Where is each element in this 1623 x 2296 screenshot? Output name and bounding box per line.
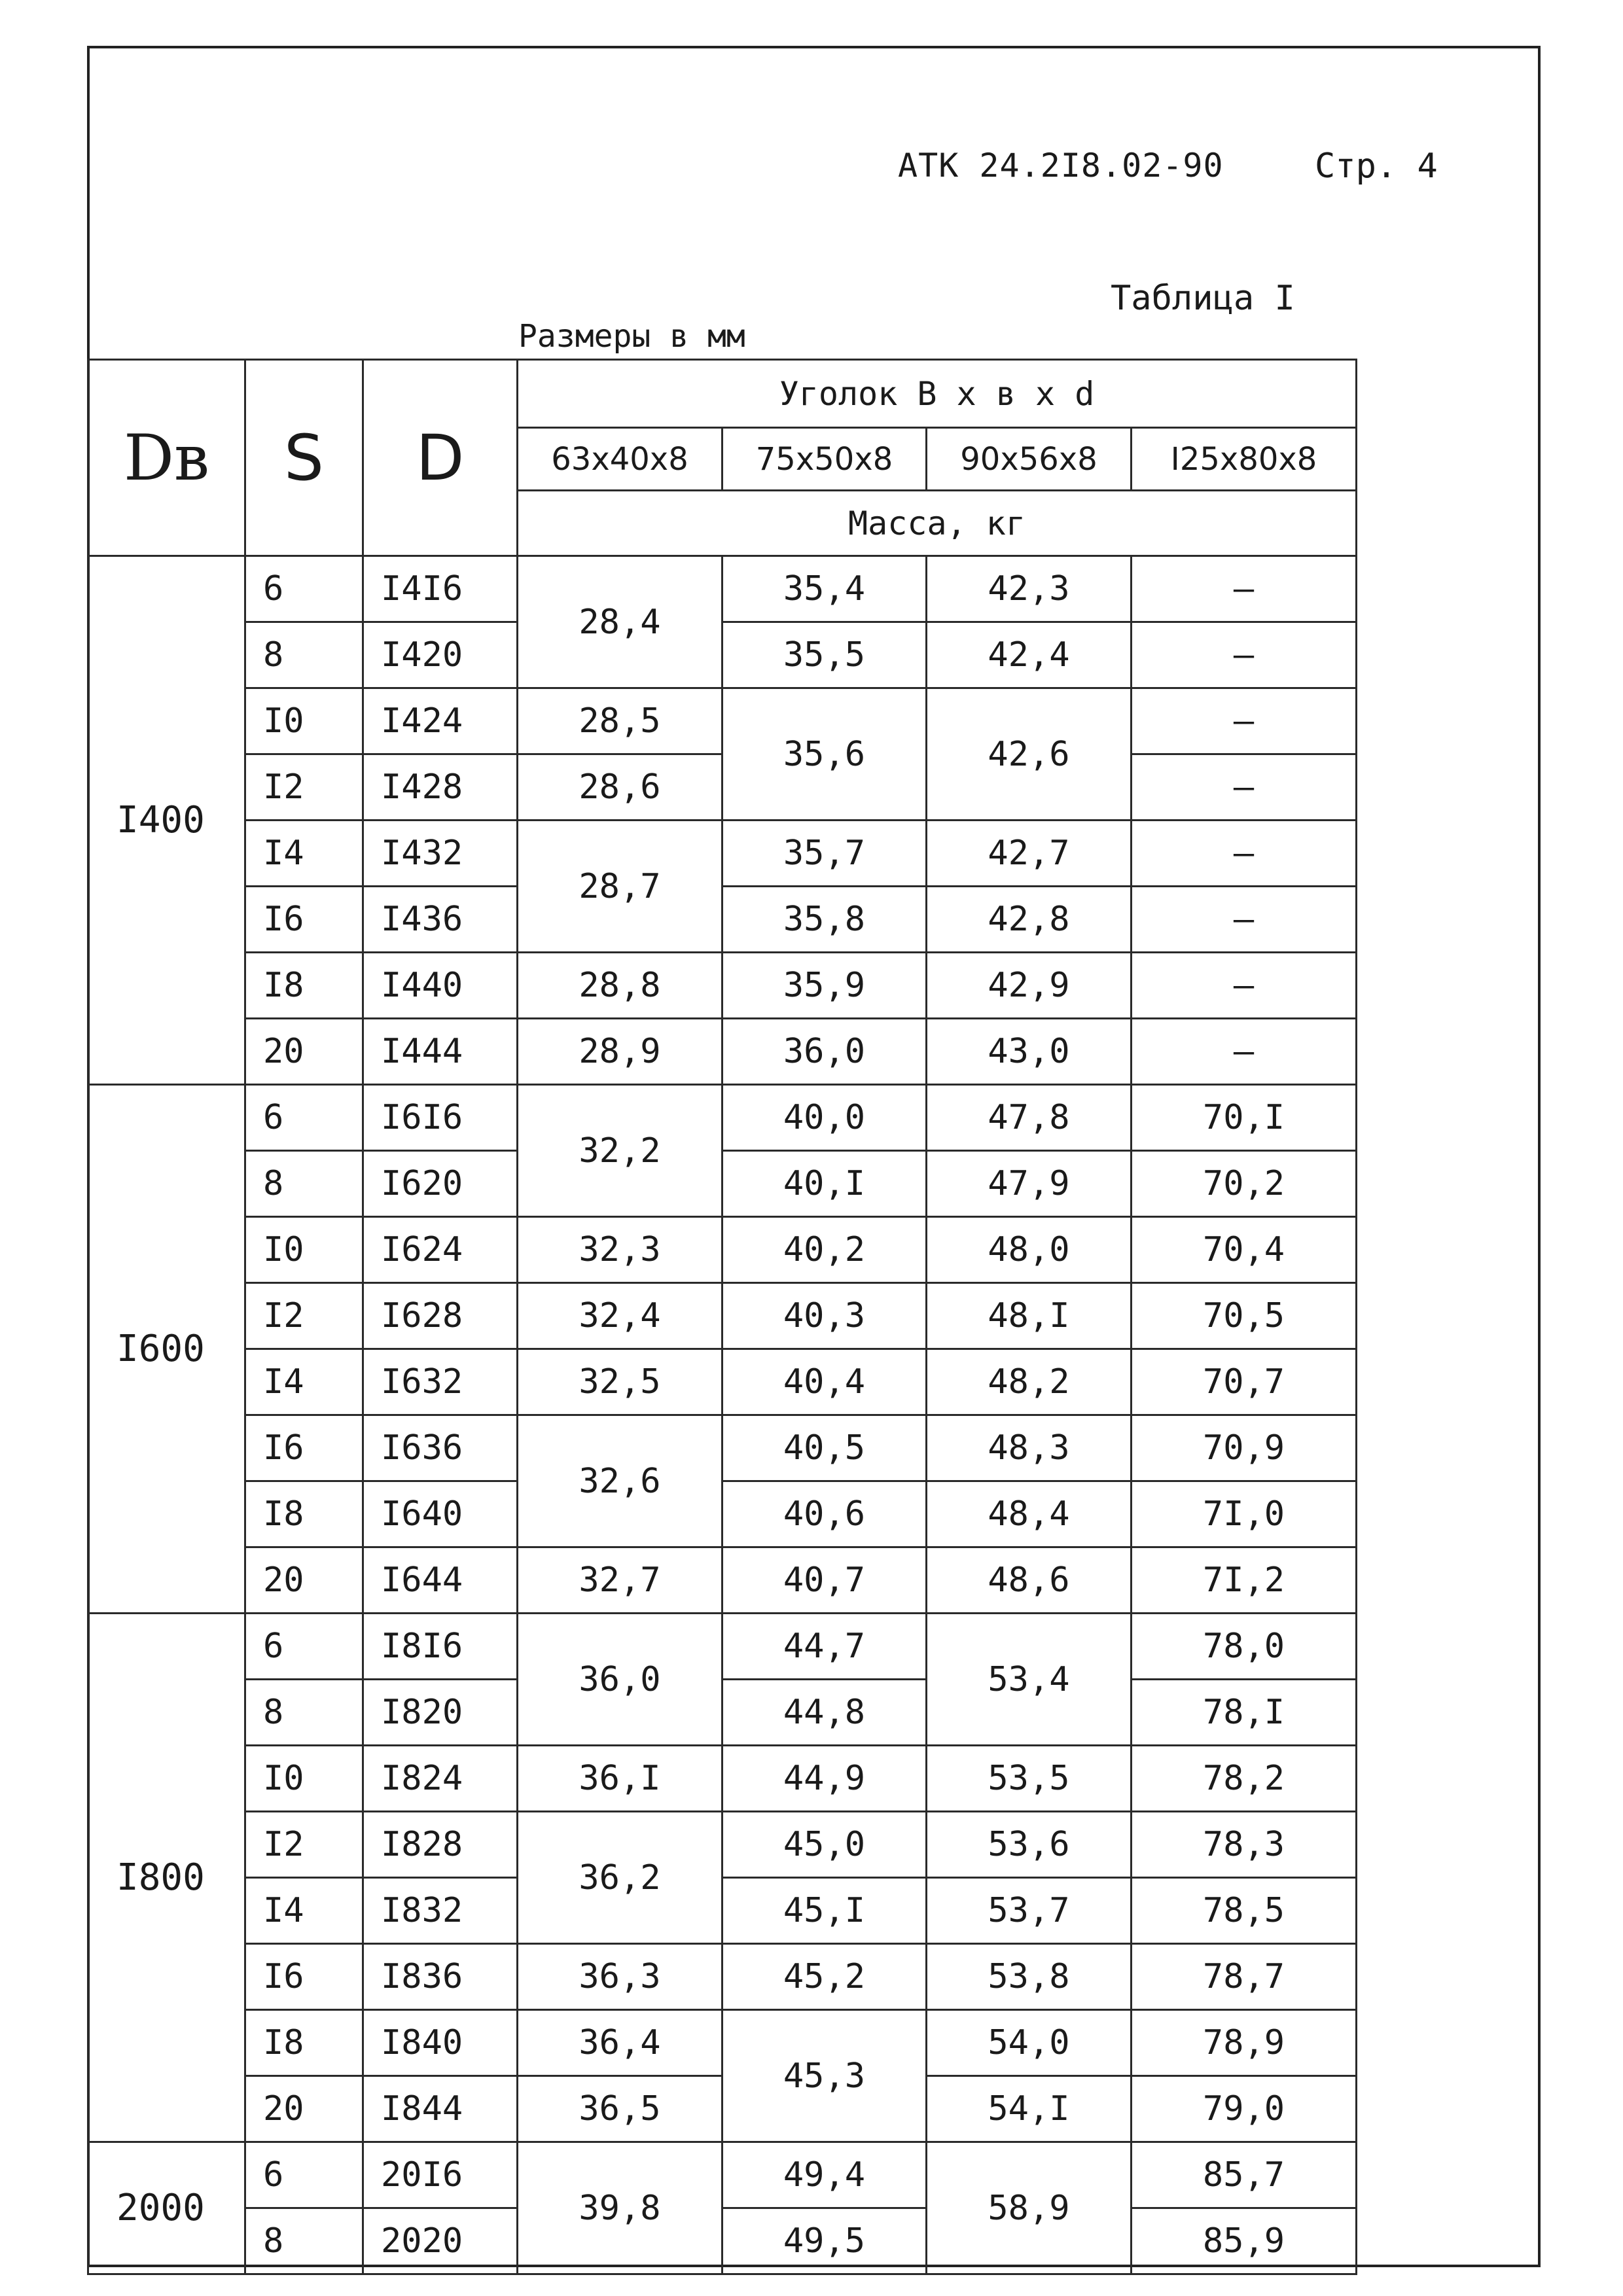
mass-cell: 36,2 — [518, 1812, 722, 1944]
d-cell: I632 — [363, 1349, 518, 1415]
mass-cell: 28,8 — [518, 953, 722, 1019]
header-size-3: 90х56х8 — [927, 428, 1132, 491]
s-cell: 8 — [245, 1680, 363, 1746]
d-cell: 2020 — [363, 2208, 518, 2274]
d-cell: I640 — [363, 1481, 518, 1547]
mass-cell: 53,7 — [927, 1878, 1132, 1944]
mass-cell: 28,9 — [518, 1019, 722, 1085]
s-cell: I2 — [245, 1283, 363, 1349]
mass-cell: – — [1132, 754, 1357, 821]
mass-cell: 40,7 — [722, 1547, 927, 1614]
mass-cell: – — [1132, 821, 1357, 887]
mass-cell: 78,7 — [1132, 1944, 1357, 2010]
mass-cell: 47,9 — [927, 1151, 1132, 1217]
dv-cell: I400 — [88, 556, 245, 1085]
d-cell: I6I6 — [363, 1085, 518, 1151]
mass-cell: 35,9 — [722, 953, 927, 1019]
mass-cell: 32,3 — [518, 1217, 722, 1283]
s-cell: 8 — [245, 2208, 363, 2274]
s-cell: 20 — [245, 2076, 363, 2142]
mass-cell: 32,4 — [518, 1283, 722, 1349]
mass-cell: – — [1132, 887, 1357, 953]
s-cell: 6 — [245, 556, 363, 622]
d-cell: I624 — [363, 1217, 518, 1283]
mass-cell: 48,0 — [927, 1217, 1132, 1283]
d-cell: I840 — [363, 2010, 518, 2076]
mass-cell: – — [1132, 688, 1357, 754]
mass-cell: 32,5 — [518, 1349, 722, 1415]
header-d: D — [363, 360, 518, 556]
d-cell: I432 — [363, 821, 518, 887]
dv-cell: I600 — [88, 1085, 245, 1614]
mass-cell: 54,I — [927, 2076, 1132, 2142]
d-cell: I824 — [363, 1746, 518, 1812]
mass-cell: – — [1132, 1019, 1357, 1085]
mass-cell: 70,5 — [1132, 1283, 1357, 1349]
d-cell: I636 — [363, 1415, 518, 1481]
mass-cell: 42,4 — [927, 622, 1132, 688]
mass-cell: – — [1132, 556, 1357, 622]
mass-cell: 54,0 — [927, 2010, 1132, 2076]
mass-cell: 40,5 — [722, 1415, 927, 1481]
mass-cell: 7I,2 — [1132, 1547, 1357, 1614]
mass-cell: 42,8 — [927, 887, 1132, 953]
mass-cell: 70,I — [1132, 1085, 1357, 1151]
d-cell: I428 — [363, 754, 518, 821]
mass-cell: 42,3 — [927, 556, 1132, 622]
d-cell: I828 — [363, 1812, 518, 1878]
mass-cell: 48,I — [927, 1283, 1132, 1349]
mass-cell: 42,6 — [927, 688, 1132, 821]
mass-cell: 45,0 — [722, 1812, 927, 1878]
mass-cell: 48,3 — [927, 1415, 1132, 1481]
header-size-4: I25х80х8 — [1132, 428, 1357, 491]
s-cell: 6 — [245, 1614, 363, 1680]
document-code: АТК 24.2I8.02-90 — [898, 147, 1224, 185]
page-number: Стр. 4 — [1315, 147, 1438, 186]
mass-cell: 28,6 — [518, 754, 722, 821]
mass-cell: 40,2 — [722, 1217, 927, 1283]
d-cell: I440 — [363, 953, 518, 1019]
mass-cell: 49,4 — [722, 2142, 927, 2208]
mass-cell: – — [1132, 953, 1357, 1019]
s-cell: 8 — [245, 1151, 363, 1217]
dv-cell: I800 — [88, 1614, 245, 2142]
mass-cell: 44,8 — [722, 1680, 927, 1746]
mass-cell: 78,3 — [1132, 1812, 1357, 1878]
d-cell: I820 — [363, 1680, 518, 1746]
mass-cell: 48,4 — [927, 1481, 1132, 1547]
mass-cell: 70,9 — [1132, 1415, 1357, 1481]
s-cell: I4 — [245, 1878, 363, 1944]
s-cell: 20 — [245, 1547, 363, 1614]
mass-cell: 36,I — [518, 1746, 722, 1812]
d-cell: I420 — [363, 622, 518, 688]
mass-cell: 40,I — [722, 1151, 927, 1217]
mass-cell: 48,2 — [927, 1349, 1132, 1415]
d-cell: I644 — [363, 1547, 518, 1614]
d-cell: I8I6 — [363, 1614, 518, 1680]
d-cell: I436 — [363, 887, 518, 953]
s-cell: I2 — [245, 754, 363, 821]
mass-cell: 42,9 — [927, 953, 1132, 1019]
units-caption: Размеры в мм — [518, 318, 745, 355]
s-cell: I6 — [245, 1944, 363, 2010]
s-cell: I0 — [245, 1746, 363, 1812]
mass-cell: 40,4 — [722, 1349, 927, 1415]
d-cell: I628 — [363, 1283, 518, 1349]
header-angle-group: Уголок В х в х d — [518, 360, 1357, 428]
mass-cell: 58,9 — [927, 2142, 1132, 2274]
s-cell: 20 — [245, 1019, 363, 1085]
mass-cell: 28,4 — [518, 556, 722, 688]
s-cell: 6 — [245, 1085, 363, 1151]
mass-cell: 36,0 — [722, 1019, 927, 1085]
s-cell: 6 — [245, 2142, 363, 2208]
mass-cell: 42,7 — [927, 821, 1132, 887]
mass-cell: 36,3 — [518, 1944, 722, 2010]
mass-cell: 36,5 — [518, 2076, 722, 2142]
d-cell: 20I6 — [363, 2142, 518, 2208]
mass-cell: 36,0 — [518, 1614, 722, 1746]
d-cell: I832 — [363, 1878, 518, 1944]
mass-cell: 43,0 — [927, 1019, 1132, 1085]
s-cell: I6 — [245, 1415, 363, 1481]
mass-cell: 78,0 — [1132, 1614, 1357, 1680]
mass-cell: 7I,0 — [1132, 1481, 1357, 1547]
s-cell: I6 — [245, 887, 363, 953]
s-cell: I0 — [245, 688, 363, 754]
mass-cell: 35,6 — [722, 688, 927, 821]
mass-cell: 40,6 — [722, 1481, 927, 1547]
mass-table — [87, 359, 1357, 2275]
mass-cell: 44,7 — [722, 1614, 927, 1680]
mass-cell: 70,7 — [1132, 1349, 1357, 1415]
mass-cell: 47,8 — [927, 1085, 1132, 1151]
mass-cell: 35,4 — [722, 556, 927, 622]
s-cell: 8 — [245, 622, 363, 688]
mass-cell: 85,9 — [1132, 2208, 1357, 2274]
s-cell: I4 — [245, 1349, 363, 1415]
header-dv: Dв — [88, 360, 245, 556]
d-cell: I620 — [363, 1151, 518, 1217]
header-mass: Масса, кг — [518, 491, 1357, 556]
mass-cell: 40,3 — [722, 1283, 927, 1349]
mass-cell: 70,4 — [1132, 1217, 1357, 1283]
s-cell: I4 — [245, 821, 363, 887]
mass-cell: 28,5 — [518, 688, 722, 754]
mass-cell: 35,7 — [722, 821, 927, 887]
mass-cell: 40,0 — [722, 1085, 927, 1151]
mass-cell: 48,6 — [927, 1547, 1132, 1614]
mass-cell: 78,2 — [1132, 1746, 1357, 1812]
mass-cell: – — [1132, 622, 1357, 688]
s-cell: I0 — [245, 1217, 363, 1283]
mass-cell: 45,I — [722, 1878, 927, 1944]
mass-cell: 45,3 — [722, 2010, 927, 2142]
mass-cell: 32,2 — [518, 1085, 722, 1217]
mass-cell: 49,5 — [722, 2208, 927, 2274]
s-cell: I8 — [245, 2010, 363, 2076]
mass-cell: 53,4 — [927, 1614, 1132, 1746]
d-cell: I424 — [363, 688, 518, 754]
s-cell: I8 — [245, 1481, 363, 1547]
s-cell: I8 — [245, 953, 363, 1019]
mass-cell: 32,6 — [518, 1415, 722, 1547]
d-cell: I836 — [363, 1944, 518, 2010]
s-cell: I2 — [245, 1812, 363, 1878]
mass-cell: 70,2 — [1132, 1151, 1357, 1217]
dv-cell: 2000 — [88, 2142, 245, 2274]
header-s: S — [245, 360, 363, 556]
mass-cell: 44,9 — [722, 1746, 927, 1812]
mass-cell: 35,8 — [722, 887, 927, 953]
mass-cell: 78,I — [1132, 1680, 1357, 1746]
header-size-1: 63х40х8 — [518, 428, 722, 491]
mass-cell: 45,2 — [722, 1944, 927, 2010]
mass-cell: 36,4 — [518, 2010, 722, 2076]
mass-cell: 53,6 — [927, 1812, 1132, 1878]
mass-cell: 39,8 — [518, 2142, 722, 2274]
mass-cell: 78,9 — [1132, 2010, 1357, 2076]
mass-cell: 53,5 — [927, 1746, 1132, 1812]
mass-cell: 78,5 — [1132, 1878, 1357, 1944]
table-label: Таблица I — [1111, 279, 1295, 318]
mass-cell: 35,5 — [722, 622, 927, 688]
mass-cell: 79,0 — [1132, 2076, 1357, 2142]
mass-cell: 85,7 — [1132, 2142, 1357, 2208]
d-cell: I444 — [363, 1019, 518, 1085]
d-cell: I844 — [363, 2076, 518, 2142]
header-size-2: 75х50х8 — [722, 428, 927, 491]
mass-cell: 32,7 — [518, 1547, 722, 1614]
d-cell: I4I6 — [363, 556, 518, 622]
mass-cell: 53,8 — [927, 1944, 1132, 2010]
mass-cell: 28,7 — [518, 821, 722, 953]
